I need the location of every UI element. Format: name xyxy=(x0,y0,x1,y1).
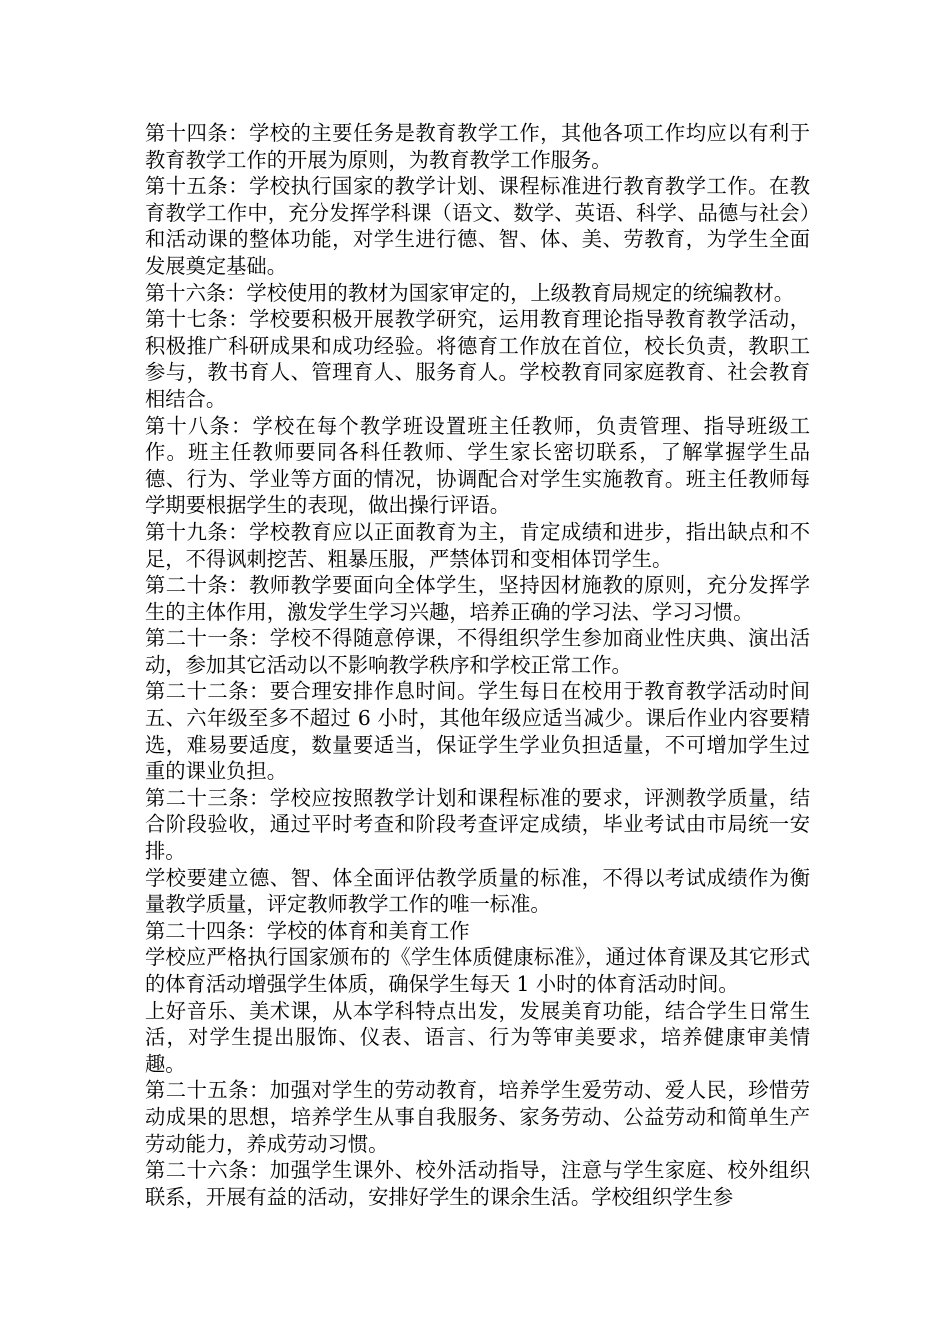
article-19: 第十九条：学校教育应以正面教育为主，肯定成绩和进步，指出缺点和不足，不得讽刺挖苦、粗暴压服，严禁体罚和变相体罚学生。 xyxy=(145,519,810,571)
article-14: 第十四条：学校的主要任务是教育教学工作，其他各项工作均应以有利于教育教学工作的开展为原则，为教育教学工作服务。 xyxy=(145,121,810,172)
article-26: 第二十六条：加强学生课外、校外活动指导，注意与学生家庭、校外组织联系，开展有益的活动，安排好学生的课余生活。学校组织学生参 xyxy=(145,1158,810,1209)
article-21: 第二十一条：学校不得随意停课，不得组织学生参加商业性庆典、演出活动，参加其它活动以不影响教学秩序和学校正常工作。 xyxy=(145,626,810,677)
article-23-continued: 学校要建立德、智、体全面评估教学质量的标准，不得以考试成绩作为衡量教学质量，评定教师教学工作的唯一标准。 xyxy=(145,865,810,917)
article-24-heading: 第二十四条：学校的体育和美育工作 xyxy=(145,918,470,943)
article-24-physical-education: 学校应严格执行国家颁布的《学生体质健康标准》，通过体育课及其它形式的体育活动增强学生体质，确保学生每天 1 小时的体育活动时间。 xyxy=(145,945,810,996)
article-18: 第十八条：学校在每个教学班设置班主任教师，负责管理、指导班级工作。班主任教师要同各科任教师、学生家长密切联系，了解掌握学生品德、行为、学业等方面的情况，协调配合对学生实施教育。班主任教师每学期要根据学生的表现，做出操行评语。 xyxy=(145,413,810,518)
article-23: 第二十三条：学校应按照教学计划和课程标准的要求，评测教学质量，结合阶段验收，通过平时考查和阶段考查评定成绩，毕业考试由市局统一安排。 xyxy=(145,785,810,864)
document-page xyxy=(145,120,810,1210)
article-22: 第二十二条：要合理安排作息时间。学生每日在校用于教育教学活动时间五、六年级至多不超过 6 小时，其他年级应适当减少。课后作业内容要精选，难易要适度，数量要适当，保证学生学业负担适量，不可增加学生过重的课业负担。 xyxy=(145,679,810,784)
article-15: 第十五条：学校执行国家的教学计划、课程标准进行教育教学工作。在教育教学工作中，充分发挥学科课（语文、数学、英语、科学、品德与社会）和活动课的整体功能，对学生进行德、智、体、美、劳教育，为学生全面发展奠定基础。 xyxy=(145,174,810,278)
article-16: 第十六条：学校使用的教材为国家审定的，上级教育局规定的统编教材。 xyxy=(145,280,795,305)
article-25: 第二十五条：加强对学生的劳动教育，培养学生爱劳动、爱人民，珍惜劳动成果的思想，培养学生从事自我服务、家务劳动、公益劳动和简单生产劳动能力，养成劳动习惯。 xyxy=(145,1078,810,1156)
article-17: 第十七条：学校要积极开展教学研究，运用教育理论指导教育教学活动，积极推广科研成果和成功经验。将德育工作放在首位，校长负责，教职工参与，教书育人、管理育人、服务育人。学校教育同家庭教育、社会教育相结合。 xyxy=(145,307,810,411)
article-20: 第二十条：教师教学要面向全体学生，坚持因材施教的原则，充分发挥学生的主体作用，激发学生学习兴趣，培养正确的学习法、学习习惯。 xyxy=(145,573,810,624)
article-24-aesthetic-education: 上好音乐、美术课，从本学科特点出发，发展美育功能，结合学生日常生活，对学生提出服饰、仪表、语言、行为等审美要求，培养健康审美情趣。 xyxy=(145,998,810,1076)
